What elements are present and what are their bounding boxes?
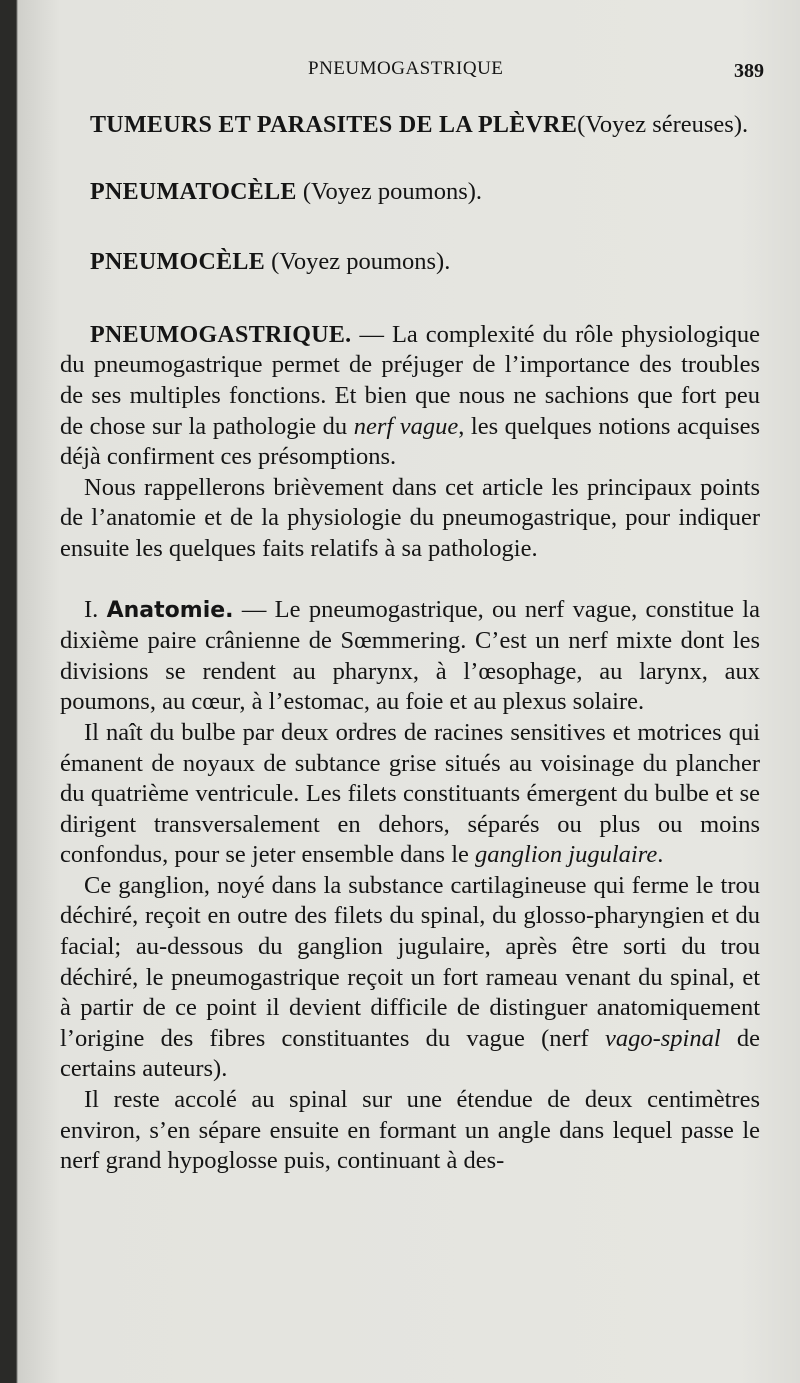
- entry-reference: (Voyez poumons).: [271, 248, 451, 276]
- paragraph-text-end: de certains auteurs).: [60, 1024, 760, 1083]
- running-head: [0, 58, 800, 82]
- entry-head: PNEUMOGASTRIQUE.: [90, 321, 352, 348]
- entry-pneumatocele: [60, 177, 760, 208]
- paragraph-text-end: .: [657, 841, 664, 869]
- page-number: 389: [734, 60, 764, 82]
- intro-italic: nerf vague: [353, 412, 459, 440]
- paragraph: [60, 871, 760, 1085]
- section-number: I.: [84, 595, 107, 623]
- paragraph-text: Il naît du bulbe par deux ordres de racines sensitives et motrices qui émanent de noyaux de subtance grise situés au voisinage du plancher du quatrième ventricule. Les filets constituants émergent du bulbe et se dirigent transversalement en dehors, séparés ou plus ou moins confondus, pour se jeter ensemble dans le: [60, 718, 760, 869]
- section-text: — Le pneumogastrique, ou nerf vague, constitue la dixième paire crânienne de Sœmmering. C’est un nerf mixte dont les divisions se rendent au pharynx, à l’œsophage, au larynx, aux poumons, au cœur, à l’estomac, au foie et au plexus solaire.: [60, 595, 760, 716]
- entry-head: PNEUMOCÈLE: [90, 249, 266, 276]
- paragraph: [60, 718, 760, 871]
- entry-head: TUMEURS ET PARASITES DE LA PLÈVRE: [90, 112, 578, 138]
- page-body: [60, 110, 760, 1177]
- paragraph: [60, 595, 760, 718]
- entry-pneumocele: [60, 247, 760, 278]
- paragraph: Il reste accolé au spinal sur une étendue de deux centimètres environ, s’en sépare ensuite en formant un angle dans lequel passe le nerf grand hypoglosse puis, continuant à des-: [60, 1086, 760, 1175]
- intro-text: — La complexité du rôle physiologique du pneumogastrique permet de préjuger de l’importance des troubles de ses multiples fonctions. Et bien que nous ne sachions que fort peu de chose sur la pathologie du: [60, 320, 760, 440]
- paragraph: Nous rappellerons brièvement dans cet article les principaux points de l’anatomie et de la physiologie du pneumogastrique, pour indiquer ensuite les quelques faits relatifs à sa pathologie.: [60, 473, 760, 562]
- entry-tumeurs: [60, 110, 760, 141]
- entry-pneumogastrique: [60, 320, 760, 473]
- section-heading: Anatomie.: [106, 597, 234, 623]
- intro-text-end: , les quelques notions acquises déjà confirment ces présomptions.: [60, 412, 761, 471]
- entry-reference: (Voyez séreuses).: [577, 111, 749, 138]
- paragraph-text: Ce ganglion, noyé dans la substance cartilagineuse qui ferme le trou déchiré, reçoit en outre des filets du spinal, du glosso-pharyngien et du facial; au-dessous du ganglion jugulaire, après être sorti du trou déchiré, le pneumogastrique reçoit un fort rameau venant du spinal, et à partir de ce point il devient difficile de distinguer anatomiquement l’origine des fibres constituantes du vague (nerf: [60, 871, 760, 1052]
- paragraph-italic: vago-spinal: [604, 1024, 721, 1052]
- entry-reference: (Voyez poumons).: [302, 177, 483, 205]
- entry-head: PNEUMATOCÈLE: [90, 178, 297, 205]
- running-title: PNEUMOGASTRIQUE: [308, 58, 504, 79]
- paragraph-italic: ganglion jugulaire: [475, 841, 658, 869]
- section-anatomie: [60, 595, 760, 1177]
